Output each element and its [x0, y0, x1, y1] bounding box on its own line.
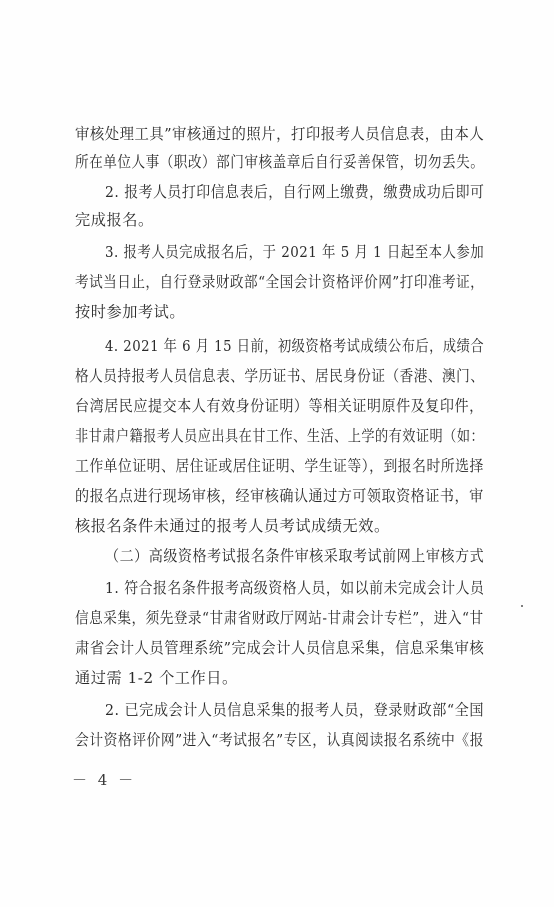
paragraph-line: 1. 符合报名条件报考高级资格人员，如以前未完成会计人员: [105, 579, 485, 597]
paragraph-line: 工作单位证明、居住证或居住证明、学生证等），到报名时所选择: [75, 457, 484, 475]
scan-speck: [521, 605, 523, 607]
paragraph-line: 考试当日止，自行登录财政部“全国会计资格评价网”打印准考证，: [75, 273, 485, 291]
section-heading: （二）高级资格考试报名条件审核采取考试前网上审核方式: [105, 547, 485, 565]
paragraph-line: 审核处理工具”审核通过的照片，打印报考人员信息表，由本人: [75, 125, 485, 143]
paragraph-line: 3. 报考人员完成报名后，于 2021 年 5 月 1 日起至本人参加: [105, 243, 485, 261]
paragraph-line: 4. 2021 年 6 月 15 日前，初级资格考试成绩公布后，成绩合: [105, 337, 485, 355]
paragraph-line: 台湾居民应提交本人有效身份证明）等相关证明原件及复印件，: [75, 397, 484, 415]
paragraph-line: 所在单位人事（职改）部门审核盖章后自行妥善保管，切勿丢失。: [75, 153, 485, 171]
paragraph-line: 非甘肃户籍报考人员应出具在甘工作、生活、上学的有效证明（如：: [75, 427, 485, 445]
paragraph-line: 2. 已完成会计人员信息采集的报考人员，登录财政部“全国: [105, 701, 484, 719]
paragraph-line: 肃省会计人员管理系统”完成会计人员信息采集，信息采集审核: [75, 639, 485, 657]
paragraph-line: 信息采集，须先登录“甘肃省财政厅网站-甘肃会计专栏”，进入“甘: [75, 609, 484, 627]
page-number: － 4 －: [72, 771, 137, 789]
paragraph-line: 2. 报考人员打印信息表后，自行网上缴费，缴费成功后即可: [105, 183, 485, 201]
paragraph-line: 的报名点进行现场审核，经审核确认通过方可领取资格证书，审: [75, 487, 484, 505]
paragraph-line: 按时参加考试。: [75, 303, 186, 321]
paragraph-line: 完成报名。: [75, 211, 154, 229]
paragraph-line: 格人员持报考人员信息表、学历证书、居民身份证（香港、澳门、: [75, 367, 485, 385]
paragraph-line: 核报名条件未通过的报考人员考试成绩无效。: [75, 517, 390, 535]
paragraph-line: 会计资格评价网”进入“考试报名”专区，认真阅读报名系统中《报: [75, 731, 484, 749]
paragraph-line: 通过需 1-2 个工作日。: [75, 669, 238, 687]
